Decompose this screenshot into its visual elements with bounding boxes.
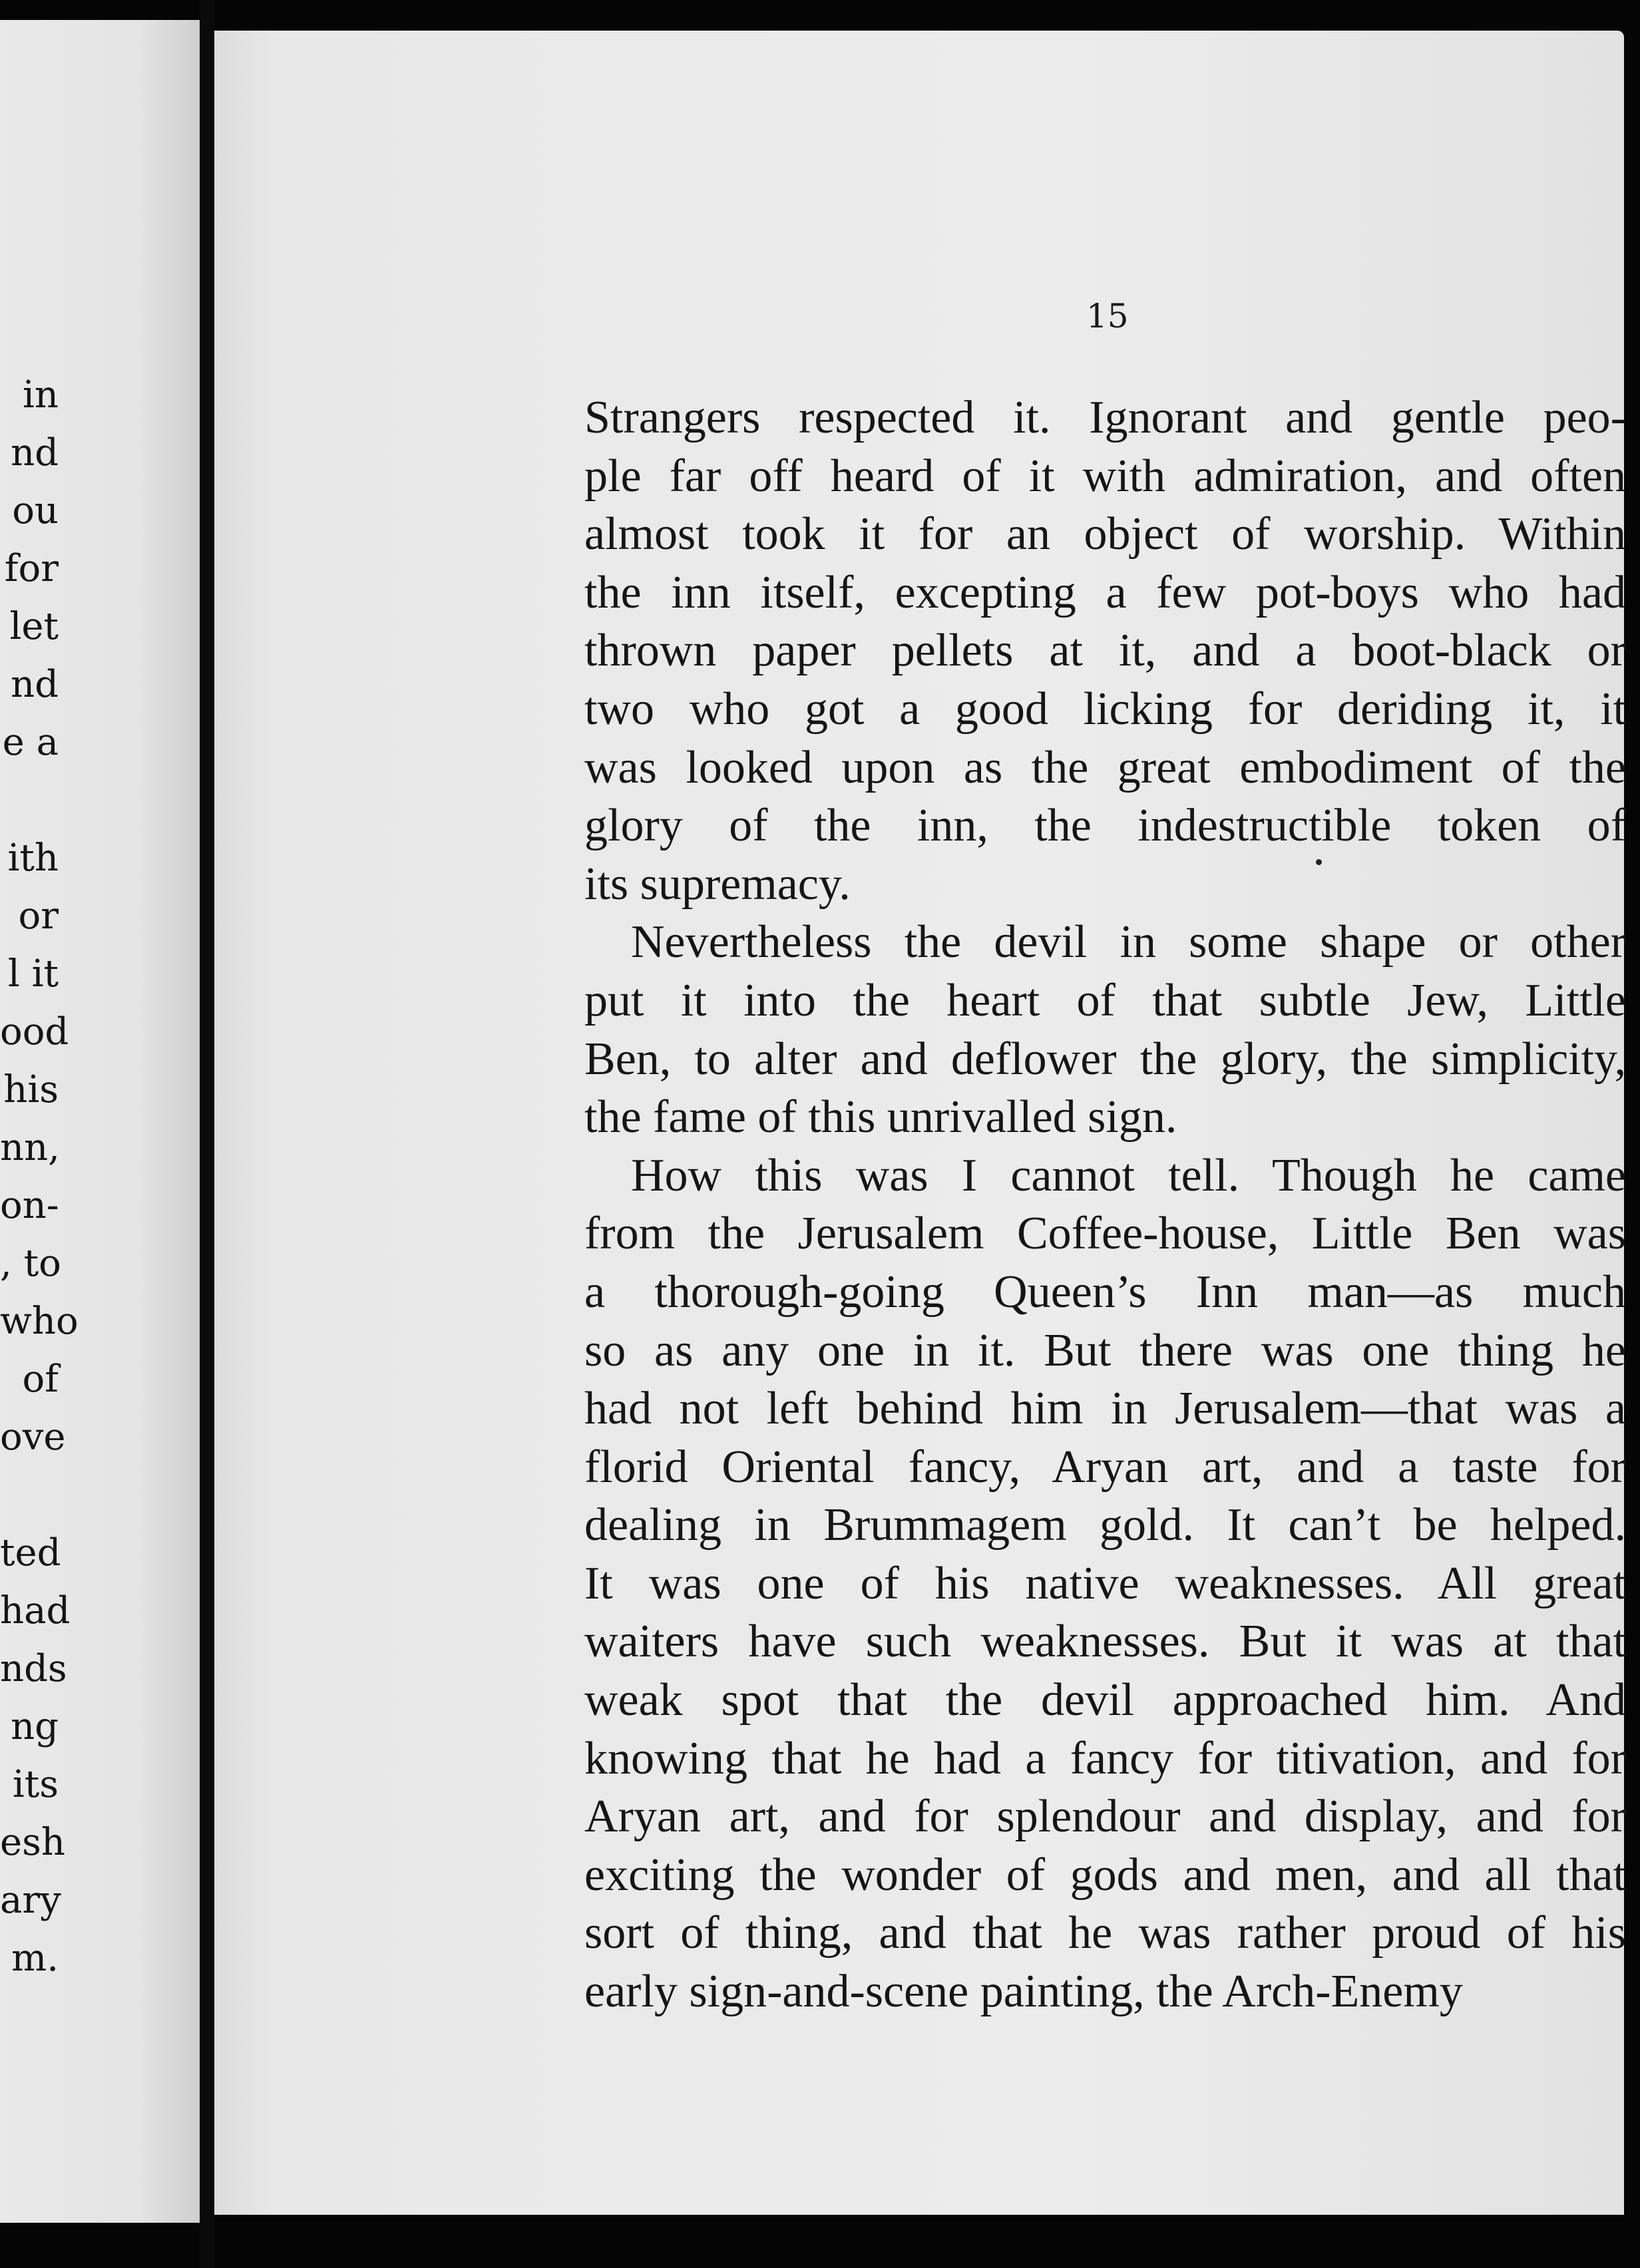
- facing-page-fragment-line: had: [0, 1589, 71, 1632]
- text-line: two who got a good licking for deriding it, it: [584, 683, 1626, 735]
- paragraph: [584, 913, 1626, 1146]
- text-line: from the Jerusalem Coffee-house, Little Ben was: [584, 1208, 1626, 1260]
- text-line: exciting the wonder of gods and men, and all that: [584, 1849, 1626, 1901]
- facing-page-line-ends: [0, 366, 200, 1987]
- facing-page-fragment-line: ted: [0, 1531, 61, 1575]
- text-line: so as any one in it. But there was one thing he: [584, 1324, 1626, 1376]
- facing-page-fragment-line: or: [18, 894, 59, 938]
- text-line: a thorough-going Queen’s Inn man—as much: [584, 1266, 1626, 1318]
- facing-page-fragment-line: who: [0, 1300, 79, 1343]
- facing-page-fragment-line: l it: [7, 952, 59, 996]
- facing-page-fragment-line: , to: [0, 1242, 61, 1285]
- facing-page-fragment-line: of: [22, 1358, 59, 1401]
- book-gutter: [200, 0, 214, 2268]
- facing-page-fragment-line: let: [9, 605, 59, 648]
- text-line: was looked upon as the great embodiment of the: [584, 741, 1626, 793]
- text-line: had not left behind him in Jerusalem—that was a: [584, 1383, 1626, 1435]
- body-text: [584, 389, 1626, 2021]
- text-line: Aryan art, and for splendour and display, and for: [584, 1791, 1626, 1843]
- text-line: thrown paper pellets at it, and a boot-black or: [584, 625, 1626, 677]
- text-line: its supremacy.: [584, 858, 851, 910]
- facing-page-fragment-line: in: [23, 373, 59, 417]
- text-line: dealing in Brummagem gold. It can’t be helped.: [584, 1499, 1626, 1551]
- facing-page-fragment-line: ng: [11, 1705, 59, 1748]
- text-line: the inn itself, excepting a few pot-boys who had: [584, 566, 1626, 618]
- text-line: weak spot that the devil approached him. And: [584, 1674, 1626, 1726]
- facing-page-fragment-line: nd: [11, 663, 59, 706]
- facing-page-fragment-line: his: [3, 1068, 59, 1111]
- facing-page-fragment-line: nn,: [0, 1126, 60, 1169]
- facing-page-fragment-line: ou: [12, 489, 59, 532]
- facing-page-fragment-line: ood: [0, 1010, 69, 1053]
- facing-page-fragment-line: [0, 771, 200, 829]
- text-line: Nevertheless the devil in some shape or other: [631, 916, 1626, 968]
- text-line: the fame of this unrivalled sign.: [584, 1091, 1177, 1143]
- text-line: Ben, to alter and deflower the glory, the simplicity,: [584, 1033, 1626, 1085]
- text-line: waiters have such weaknesses. But it was at that: [584, 1616, 1626, 1668]
- facing-page-fragment-line: its: [12, 1763, 59, 1806]
- facing-page-fragment-line: ith: [7, 837, 59, 880]
- page-number: 15: [1086, 297, 1129, 335]
- scan-speck: [1316, 859, 1322, 865]
- text-line: put it into the heart of that subtle Jew, Little: [584, 974, 1626, 1026]
- text-line: almost took it for an object of worship. Within: [584, 508, 1626, 560]
- facing-page-fragment-line: [0, 1466, 200, 1524]
- text-line: glory of the inn, the indestructible token of: [584, 800, 1626, 852]
- text-line: Strangers respected it. Ignorant and gentle peo-: [584, 392, 1626, 443]
- facing-page-fragment-line: nd: [11, 431, 59, 474]
- facing-page-fragment-line: ove: [0, 1416, 66, 1459]
- facing-page-fragment-line: nds: [0, 1647, 67, 1690]
- text-line: florid Oriental fancy, Aryan art, and a taste for: [584, 1441, 1626, 1493]
- paragraph: [584, 389, 1626, 913]
- facing-page-fragment-line: m.: [11, 1937, 59, 1980]
- page: [214, 31, 1624, 2215]
- text-line: How this was I cannot tell. Though he came: [631, 1149, 1626, 1201]
- text-line: sort of thing, and that he was rather proud of his: [584, 1907, 1626, 1959]
- text-line: early sign-and-scene painting, the Arch-Enemy: [584, 1966, 1463, 2018]
- facing-page-fragment-line: esh: [0, 1821, 65, 1864]
- facing-page-fragment: [0, 20, 200, 2223]
- facing-page-fragment-line: for: [4, 547, 59, 590]
- facing-page-fragment-line: e a: [2, 721, 59, 764]
- text-line: ple far off heard of it with admiration, and often: [584, 450, 1626, 502]
- facing-page-fragment-line: on-: [0, 1184, 59, 1227]
- text-line: It was one of his native weaknesses. All great: [584, 1557, 1626, 1609]
- text-line: knowing that he had a fancy for titivation, and for: [584, 1732, 1626, 1784]
- facing-page-fragment-line: ary: [0, 1879, 61, 1922]
- paragraph: [584, 1147, 1626, 2021]
